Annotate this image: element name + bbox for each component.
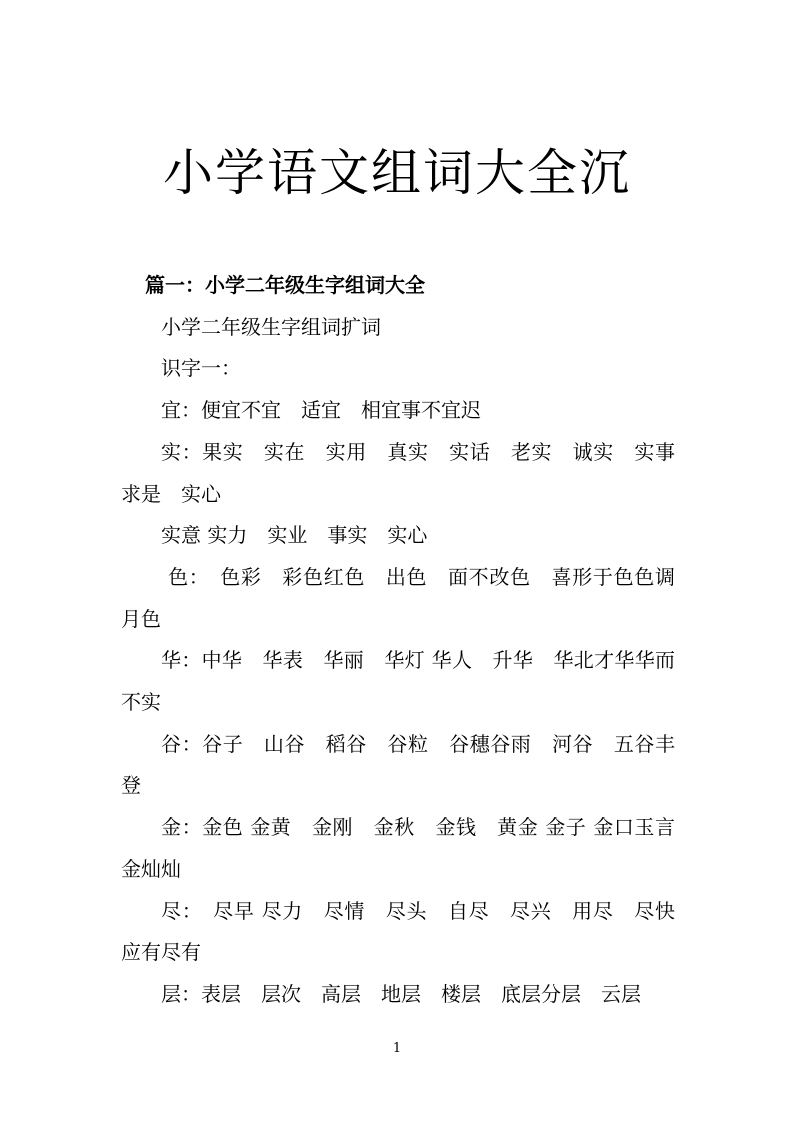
word-entry-ceng: 层：表层 层次 高层 地层 楼层 底层分层 云层 (161, 981, 641, 1006)
subheading: 小学二年级生字组词扩词 (161, 314, 381, 339)
word-entry-jin-exhaust: 尽： 尽早 尽力 尽情 尽头 自尽 尽兴 用尽 尽快 应有尽有 (121, 898, 695, 965)
lesson-label: 识字一： (161, 356, 241, 381)
word-entry-shi-continued: 实意 实力 实业 事实 实心 (161, 523, 428, 548)
document-body (121, 265, 696, 1016)
page-number: 1 (392, 1041, 402, 1056)
word-entry-jin: 金：金色 金黄 金刚 金秋 金钱 黄金 金子 金口玉言 金灿灿 (121, 815, 682, 881)
document-title: 小学语文组词大全沉 (163, 144, 631, 202)
word-entry-gu: 谷：谷子 山谷 稻谷 谷粒 谷穗谷雨 河谷 五谷丰登 (121, 731, 675, 798)
word-entry-se: 色： 色彩 彩色红色 出色 面不改色 喜形于色色调 月色 (121, 564, 696, 631)
word-entry-yi: 宜：便宜不宜 适宜 相宜事不宜迟 (161, 398, 481, 423)
word-entry-hua: 华：中华 华表 华丽 华灯 华人 升华 华北才华华而不实 (121, 648, 675, 715)
word-entry-shi: 实：果实 实在 实用 真实 实话 老实 诚实 实事求是 实心 (121, 439, 675, 506)
section-heading: 篇一：小学二年级生字组词大全 (145, 273, 425, 297)
